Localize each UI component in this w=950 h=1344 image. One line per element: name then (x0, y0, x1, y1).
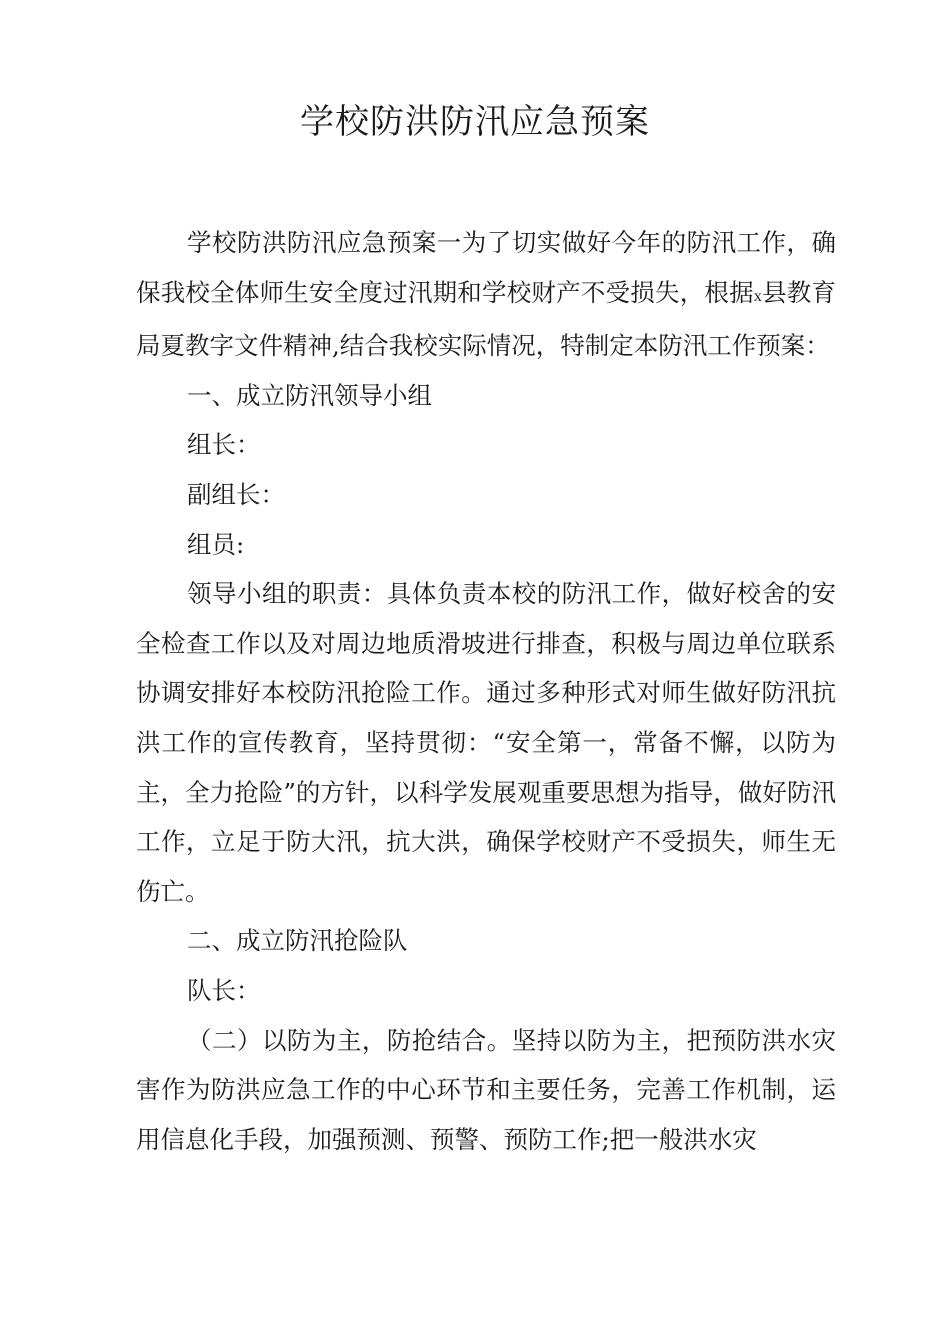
paragraph-intro-placeholder-x: x (753, 287, 762, 305)
section-heading-1: 一、成立防汛领导小组 (187, 380, 432, 410)
document-body (136, 218, 836, 1164)
paragraph-duties: 领导小组的职责：具体负责本校的防汛工作，做好校舍的安全检查工作以及对周边地质滑坡进行排查，积极与周边单位联系协调安排好本校防汛抢险工作。通过多种形式对师生做好防汛抗洪工作的宣传教育，坚持贯彻：“安全第一，常备不懈，以防为主，全力抢险”的方针，以科学发展观重要思想为指导，做好防汛工作，立足于防大汛，抗大洪，确保学校财产不受损失，师生无伤亡。 (136, 579, 836, 906)
paragraph-intro (136, 218, 836, 371)
paragraph-leader: 组长： (187, 430, 261, 460)
section-heading-2: 二、成立防汛抢险队 (187, 926, 408, 956)
paragraph-members: 组员: (187, 529, 245, 559)
paragraph-team-captain: 队长： (187, 975, 261, 1005)
paragraph-prevention: （二）以防为主，防抢结合。坚持以防为主，把预防洪水灾害作为防洪应急工作的中心环节和主要任务，完善工作机制，运用信息化手段，加强预测、预警、预防工作;把一般洪水灾 (136, 1025, 836, 1154)
paragraph-intro-text-cont: 县教育局夏教字文件精神,结合我校实际情况，特制定本防汛工作预案： (136, 277, 837, 361)
paragraph-intro-text: 学校防洪防汛应急预案一为了切实做好今年的防汛工作，确保我校全体师生安全度过汛期和学校财产不受损失，根据 (136, 228, 836, 307)
document-title: 学校防洪防汛应急预案 (300, 102, 650, 142)
paragraph-deputy-leader: 副组长： (187, 479, 285, 509)
